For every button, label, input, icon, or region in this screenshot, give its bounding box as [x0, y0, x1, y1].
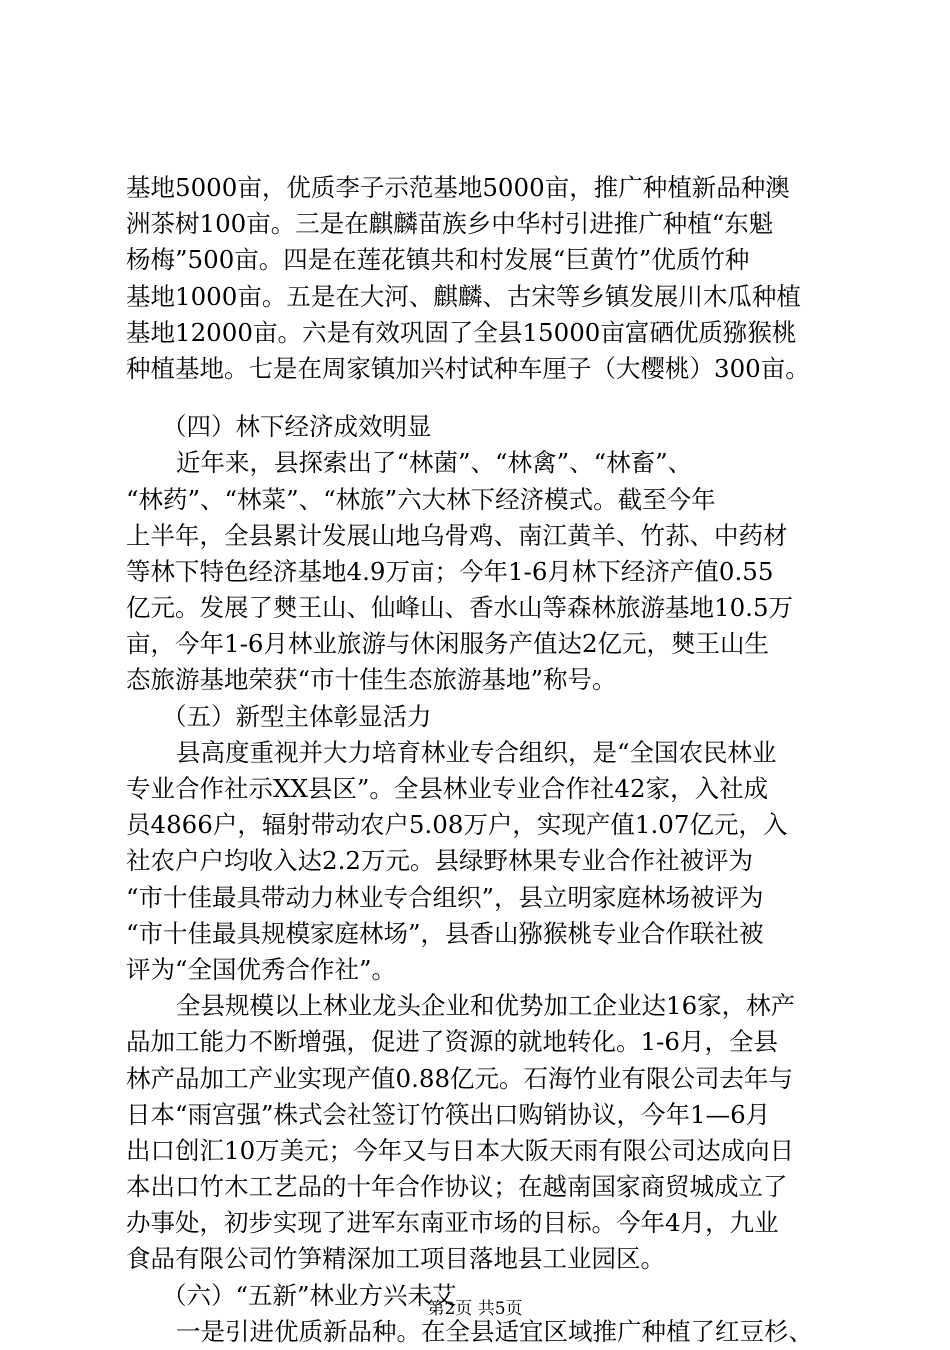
text-line: 日本“雨宫强”株式会社签订竹筷出口购销协议，今年1—6月 [126, 1099, 771, 1129]
paragraph-forest-economy [126, 445, 826, 698]
text-line: 种植基地。七是在周家镇加兴村试种车厘子（大樱桃）300亩。 [126, 353, 810, 383]
text-line: “市十佳最具规模家庭林场”，县香山猕猴桃专业合作联社被 [126, 918, 764, 948]
page-number-footer: 第2页 共5页 [427, 1299, 523, 1319]
text-line: 近年来，县探索出了“林菌”、“林禽”、“林畜”、 [176, 448, 693, 478]
text-line: 林产品加工产业实现产值0.88亿元。石海竹业有限公司去年与 [126, 1063, 794, 1093]
text-line: 上半年，全县累计发展山地乌骨鸡、南江黄羊、竹荪、中药材 [126, 520, 788, 550]
text-line: 评为“全国优秀合作社”。 [126, 954, 397, 984]
text-line: 洲茶树100亩。三是在麒麟苗族乡中华村引进推广种植“东魁 [126, 209, 774, 239]
text-line: 态旅游基地荣获“市十佳生态旅游基地”称号。 [126, 665, 617, 695]
document-body [126, 170, 826, 1350]
text-line: 等林下特色经济基地4.9万亩；今年1-6月林下经济产值0.55 [126, 556, 774, 586]
text-line: 基地1000亩。五是在大河、麒麟、古宋等乡镇发展川木瓜种植 [126, 281, 801, 311]
text-line: 基地5000亩，优质李子示范基地5000亩，推广种植新品种澳 [126, 173, 790, 202]
text-line: 员4866户，辐射带动农户5.08万户，实现产值1.07亿元，入 [126, 810, 788, 840]
paragraph-base-planting [126, 170, 826, 387]
text-line: 社农户户均收入达2.2万元。县绿野林果专业合作社被评为 [126, 846, 753, 876]
paragraph-cooperatives [126, 735, 826, 988]
text-line: 亩，今年1-6月林业旅游与休闲服务产值达2亿元，僰王山生 [126, 629, 770, 659]
text-line: 全县规模以上林业龙头企业和优势加工企业达16家，林产 [176, 991, 796, 1021]
text-line: 一是引进优质新品种。在全县适宜区域推广种植了红豆杉、 [176, 1316, 813, 1346]
section-heading-5: （五）新型主体彰显活力 [162, 701, 432, 731]
text-line: 本出口竹木工艺品的十年合作协议；在越南国家商贸城成立了 [126, 1172, 788, 1202]
text-line: 办事处，初步实现了进军东南亚市场的目标。今年4月，九业 [126, 1208, 779, 1238]
section-heading-4: （四）林下经济成效明显 [162, 412, 432, 442]
text-line: “市十佳最具带动力林业专合组织”，县立明家庭林场被评为 [126, 882, 764, 912]
text-line: “林药”、“林菜”、“林旅”六大林下经济模式。截至今年 [126, 484, 716, 514]
text-line: 品加工能力不断增强，促进了资源的就地转化。1-6月，全县 [126, 1027, 778, 1057]
paragraph-gap [126, 387, 826, 409]
text-line: 食品有限公司竹笋精深加工项目落地县工业园区。 [126, 1244, 665, 1274]
paragraph-processing-enterprises [126, 988, 826, 1278]
text-line: 专业合作社示XX县区”。全县林业专业合作社42家，入社成 [126, 774, 769, 803]
text-line: 县高度重视并大力培育林业专合组织，是“全国农民林业 [176, 737, 777, 767]
text-line: 出口创汇10万美元；今年又与日本大阪天雨有限公司达成向日 [126, 1135, 795, 1165]
text-line: 杨梅”500亩。四是在莲花镇共和村发展“巨黄竹”优质竹种 [126, 245, 750, 275]
text-line: 亿元。发展了僰王山、仙峰山、香水山等森林旅游基地10.5万 [126, 593, 794, 623]
section-heading-6: （六）“五新”林业方兴未艾 [162, 1280, 457, 1310]
text-line: 基地12000亩。六是有效巩固了全县15000亩富硒优质猕猴桃 [126, 317, 797, 347]
